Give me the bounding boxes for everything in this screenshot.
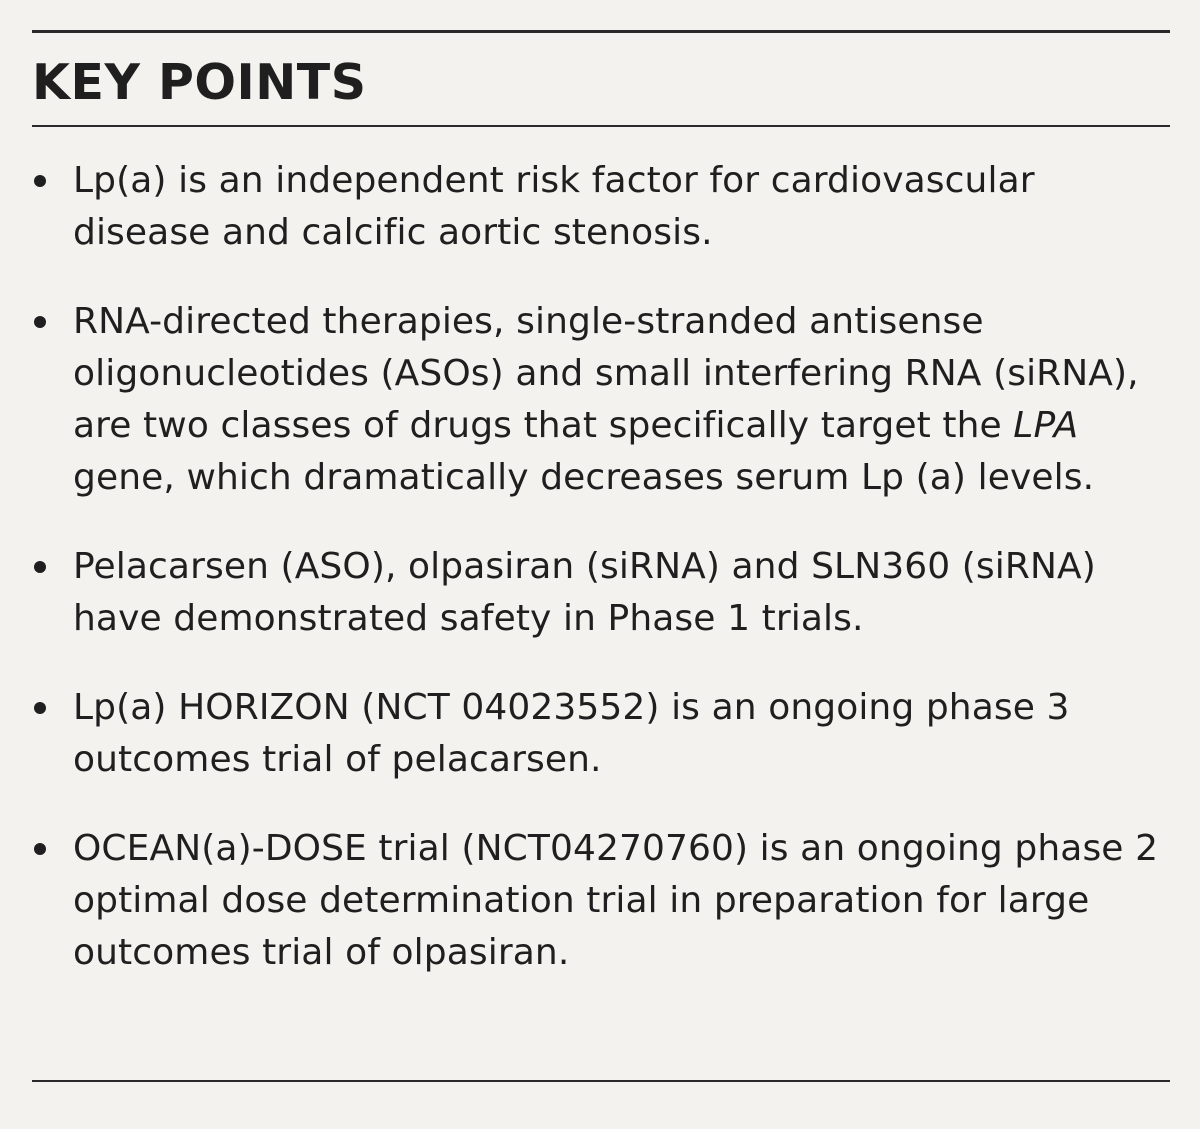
key-point-text: OCEAN(a)-DOSE trial (NCT04270760) is an ongoing phase 2 optimal dose determination trial in preparation for large outcomes trial of olpasiran. <box>73 828 1159 973</box>
bullet-icon <box>34 316 46 328</box>
bullet-icon <box>34 843 46 855</box>
bullet-icon <box>34 702 46 714</box>
key-point-text-before: RNA-directed therapies, single-stranded antisense oligonucleotides (ASOs) and small interfering RNA (siRNA), are two classes of drugs that specifically target the <box>73 301 1139 446</box>
bullet-icon <box>34 175 46 187</box>
key-point-2 <box>32 296 1170 504</box>
key-point-text: Lp(a) HORIZON (NCT 04023552) is an ongoing phase 3 outcomes trial of pelacarsen. <box>73 687 1070 780</box>
key-point-3 <box>32 541 1170 645</box>
bottom-rule <box>32 1080 1170 1082</box>
heading-rule <box>32 125 1170 127</box>
bullet-icon <box>34 561 46 573</box>
top-rule <box>32 30 1170 33</box>
key-point-5 <box>32 823 1170 979</box>
key-point-1 <box>32 155 1170 259</box>
key-points-list <box>32 155 1170 979</box>
section-heading: KEY POINTS <box>32 54 367 111</box>
key-point-text: Pelacarsen (ASO), olpasiran (siRNA) and SLN360 (siRNA) have demonstrated safety in Phase 1 trials. <box>73 546 1096 639</box>
key-point-text: Lp(a) is an independent risk factor for cardiovascular disease and calcific aortic stenosis. <box>73 160 1035 253</box>
gene-name-italic: LPA <box>1013 405 1079 446</box>
key-point-text-after: gene, which dramatically decreases serum Lp (a) levels. <box>73 457 1095 498</box>
key-points-box <box>32 30 1170 979</box>
key-point-4 <box>32 682 1170 786</box>
